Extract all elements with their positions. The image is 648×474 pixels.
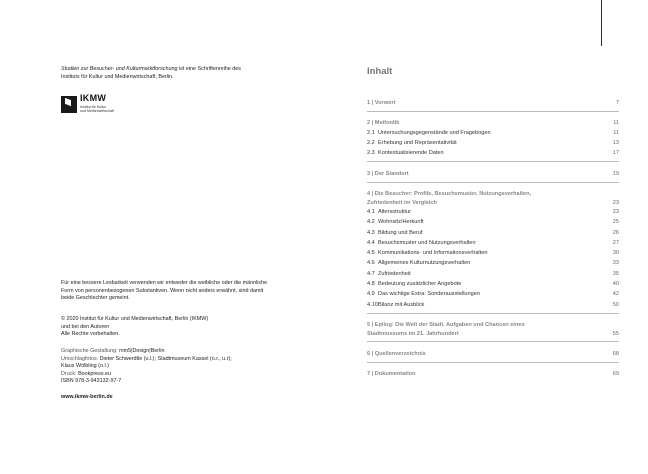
divider [367,182,619,183]
toc-section-5: 5 | Epilog: Die Welt der Stadt. Aufgaben und Chancen eines Stadtmuseums im 21. Jahrhundert 55 [367,321,619,342]
copyright-block: © 2020 Institut für Kultur und Medienwirtschaft, Berlin (IKMW) und bei den Autoren Alle Rechte vorbehalten. [61,316,209,338]
toc-entry: 4.1 Altersstruktur 23 [367,209,619,215]
toc-entry: 4.5 Kommunikations- und Informationsverhalten 30 [367,250,619,257]
divider [367,313,619,314]
divider [367,362,619,363]
toc-entry: 2.2 Erhebung und Repräsentativität 13 [367,139,619,146]
toc-section-7: 7 | Dokumentation 69 [367,371,619,377]
toc-section-1: 1 | Vorwort 7 [367,99,619,112]
series-note-line2: Instituts für Kultur und Medienwirtschaft, Berlin. [61,74,174,80]
toc-title: Inhalt [367,66,393,77]
logo-subtitle: Institut für Kultur und Medienwirtschaft [80,105,114,113]
readability-note: Für eine bessere Lesbarkeit verwenden wir entweder die weibliche oder die männliche Form von personenbezogenen Substantiven. Wenn nicht anders erwähnt, sind damit beide Geschlechter gemeint. [61,280,268,302]
toc-entry: 4.10Bilanz mit Ausblick 50 [367,301,619,308]
logo-wordmark: IKMW [80,93,107,103]
toc-section-2: 2 | Methodik 11 2.1 Untersuchungsgegenstände und Fragebogen 11 2.2 Erhebung und Repräsentativität 13 2.3 Kontextualisierende Daten 17 [367,119,619,162]
page-edge-line [601,0,602,46]
toc-entry: 4.8 Bedeutung zusätzlicher Angebote 40 [367,281,619,288]
toc-entry: 4.4 Besuchsmuster und Nutzungsverhalten 27 [367,239,619,246]
credits-block: Graphische Gestaltung: mm5|Design|Berlin Umschlagfotos: Dieter Schwerdtle (u.l.); Stadtmuseum Kassel (o.r., u.r); Klaus Wölbling (o.l.) Druck: Bookpress.eu ISBN 978-3-943132-97-7 [61,348,232,385]
toc-section-3: 3 | Der Standort 19 [367,170,619,183]
toc-entry: 4.2 Wohnsitz/Herkunft 25 [367,219,619,226]
divider [367,161,619,162]
series-note: Studien zur Besucher- und Kulturmarktforschung ist eine Schriftenreihe des [61,66,241,72]
toc-section-6: 6 | Quellenverzeichnis 68 [367,350,619,363]
toc-entry: 4.7 Zufriedenheit 35 [367,270,619,277]
toc-section-4: 4 | Die Besucher: Profile, Besuchsmuster, Nutzungsverhalten, Zufriedenheit im Vergleich 23 4.1 Altersstruktur 23 4.2 Wohnsitz/Herkunft 25 4.3 Bildung und Beruf 26 4.4 Besuchsmuster und Nutzungsverhalten 27 4.5 Kommunikations- und Informationsverhalten 30 4.6 Allgemeines Kulturnutzungsverhalten 33 4.7 Zufriedenheit 35 4.8 Bedeutung zusätzlicher Angebote 40 4.9 Das wichtige Extra: Sonderausstellungen 42 4.10Bilanz mit Ausblick 50 [367,190,619,314]
ikmw-logo [61,93,141,116]
toc-entry: 4.6 Allgemeines Kulturnutzungsverhalten 33 [367,260,619,267]
toc-entry: 4.9 Das wichtige Extra: Sonderausstellungen 42 [367,291,619,298]
logo-mark-icon [61,96,77,113]
divider [367,111,619,112]
divider [367,341,619,342]
toc-entry: 2.3 Kontextualisierende Daten 17 [367,150,619,157]
toc-entry: 4.3 Bildung und Beruf 26 [367,229,619,236]
website-url: www.ikmw-berlin.de [61,394,113,400]
toc-entry: 2.1 Untersuchungsgegenstände und Fragebogen 11 [367,129,619,136]
